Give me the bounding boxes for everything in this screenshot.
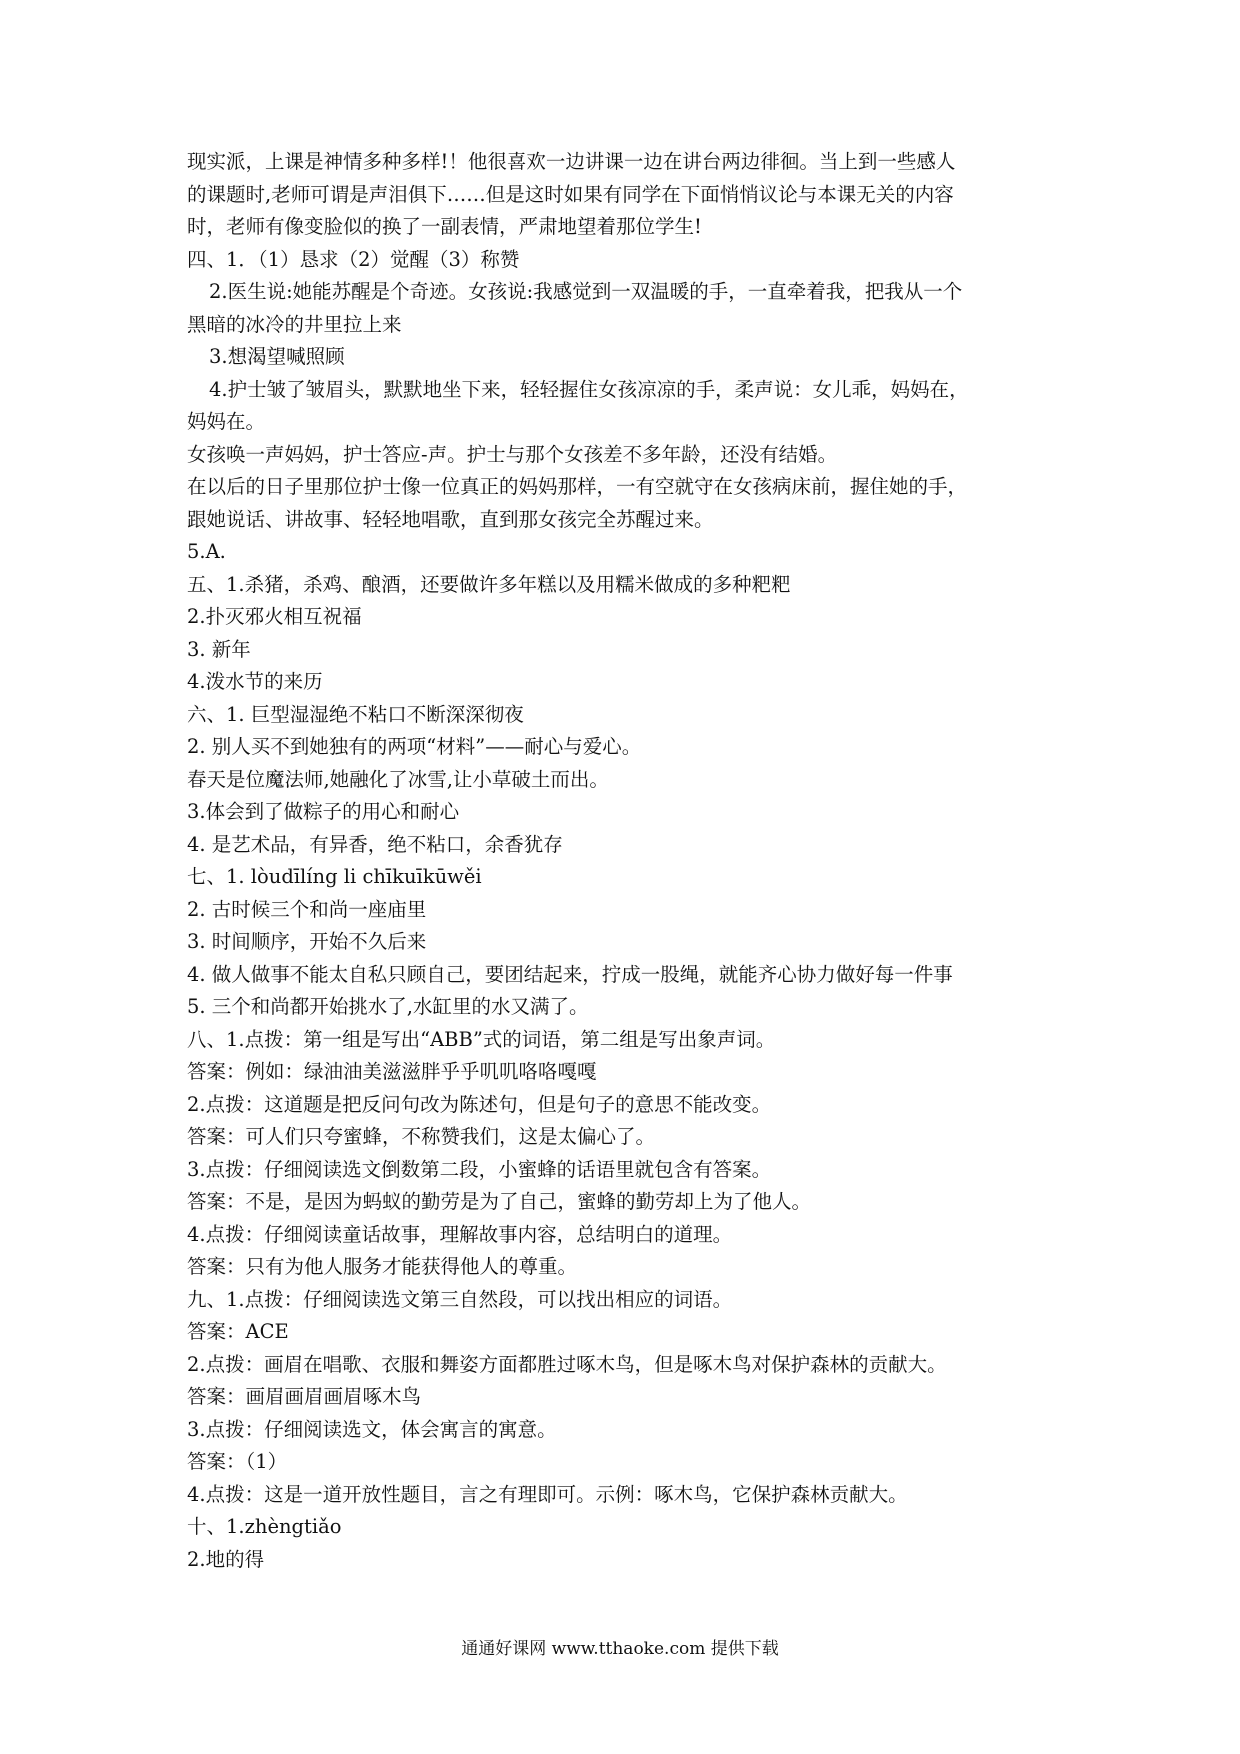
section-four-q1: 四、1．（1）恳求（2）觉醒（3）称赞	[187, 247, 520, 271]
section-nine-q4: 4.点拨：这是一道开放性题目，言之有理即可。示例：啄木鸟，它保护森林贡献大。	[187, 1482, 908, 1506]
section-eight-q2: 2.点拨：这道题是把反问句改为陈述句，但是句子的意思不能改变。	[187, 1092, 772, 1116]
text-line: 现实派，上课是神情多种多样!！他很喜欢一边讲课一边在讲台两边徘徊。当上到一些感人	[187, 150, 956, 173]
section-eight-q1: 八、1.点拨：第一组是写出“ABB”式的词语，第二组是写出象声词。	[187, 1027, 776, 1051]
text-line: 时，老师有像变脸似的换了一副表情，严肃地望着那位学生!	[187, 215, 702, 238]
answer-line: 答案：例如：绿油油美滋滋胖乎乎叽叽咯咯嘎嘎	[187, 1060, 597, 1083]
section-six-q4: 4. 是艺术品，有异香，绝不粘口，余香犹存	[187, 832, 563, 856]
section-seven-q5: 5. 三个和尚都开始挑水了,水缸里的水又满了。	[187, 995, 589, 1018]
text-line: 在以后的日子里那位护士像一位真正的妈妈那样，一有空就守在女孩病床前，握住她的手，	[187, 475, 968, 498]
section-ten-q2: 2.地的得	[187, 1547, 265, 1571]
section-four-q3: 3.想渴望喊照顾	[209, 345, 345, 368]
text-line: 春天是位魔法师,她融化了冰雪,让小草破土而出。	[187, 767, 609, 791]
answer-content	[187, 146, 1059, 1576]
text-line: 妈妈在。	[187, 410, 266, 433]
section-seven-q3: 3. 时间顺序，开始不久后来	[187, 930, 427, 953]
section-seven-q4: 4. 做人做事不能太自私只顾自己，要团结起来，拧成一股绳，就能齐心协力做好每一件事	[187, 962, 953, 986]
answer-line: 答案：（1）	[187, 1450, 288, 1473]
section-five-q2: 2.扑灭邪火相互祝福	[187, 605, 362, 628]
section-five-q4: 4.泼水节的来历	[187, 670, 323, 693]
section-nine-q3: 3.点拨：仔细阅读选文，体会寓言的寓意。	[187, 1417, 557, 1441]
section-nine-q2: 2.点拨：画眉在唱歌、衣服和舞姿方面都胜过啄木鸟，但是啄木鸟对保护森林的贡献大。	[187, 1352, 947, 1376]
answer-line: 答案：可人们只夸蜜蜂，不称赞我们，这是太偏心了。	[187, 1125, 656, 1148]
section-five-q3: 3. 新年	[187, 637, 251, 661]
section-seven-q1: 七、1. lòudīlíng li chīkuīkūwěi	[187, 865, 482, 888]
section-six-q2: 2. 别人买不到她独有的两项“材料”——耐心与爱心。	[187, 735, 642, 758]
answer-line: 答案：不是，是因为蚂蚁的勤劳是为了自己，蜜蜂的勤劳却上为了他人。	[187, 1190, 812, 1213]
section-six-q3: 3.体会到了做粽子的用心和耐心	[187, 800, 460, 823]
text-line: 的课题时,老师可谓是声泪俱下……但是这时如果有同学在下面悄悄议论与本课无关的内容	[187, 182, 954, 206]
answer-line: 答案：只有为他人服务才能获得他人的尊重。	[187, 1255, 578, 1278]
section-four-q2: 2.医生说:她能苏醒是个奇迹。女孩说:我感觉到一双温暖的手，一直牵着我，把我从一个	[209, 280, 963, 303]
answer-line: 答案：ACE	[187, 1320, 289, 1343]
section-five-q1: 五、1.杀猪，杀鸡、酿酒，还要做许多年糕以及用糯米做成的多种粑粑	[187, 572, 791, 596]
answer-line: 答案：画眉画眉画眉啄木鸟	[187, 1385, 422, 1408]
section-nine-q1: 九、1.点拨：仔细阅读选文第三自然段，可以找出相应的词语。	[187, 1287, 733, 1311]
section-eight-q3: 3.点拨：仔细阅读选文倒数第二段，小蜜蜂的话语里就包含有答案。	[187, 1157, 772, 1181]
section-four-q5: 5.A.	[187, 540, 226, 563]
page-footer: 通通好课网 www.tthaoke.com 提供下载	[461, 1639, 779, 1659]
section-eight-q4: 4.点拨：仔细阅读童话故事，理解故事内容，总结明白的道理。	[187, 1222, 733, 1246]
text-line: 跟她说话、讲故事、轻轻地唱歌，直到那女孩完全苏醒过来。	[187, 507, 714, 531]
section-ten-q1: 十、1.zhèngtiǎo	[187, 1515, 342, 1538]
section-six-q1: 六、1. 巨型湿湿绝不粘口不断深深彻夜	[187, 702, 524, 726]
text-line: 女孩唤一声妈妈，护士答应-声。护士与那个女孩差不多年龄，还没有结婚。	[187, 442, 838, 466]
text-line: 黑暗的冰冷的井里拉上来	[187, 312, 402, 336]
section-four-q4: 4.护士皱了皱眉头，默默地坐下来，轻轻握住女孩凉凉的手，柔声说：女儿乖，妈妈在，	[209, 377, 969, 401]
section-seven-q2: 2. 古时候三个和尚一座庙里	[187, 897, 427, 921]
